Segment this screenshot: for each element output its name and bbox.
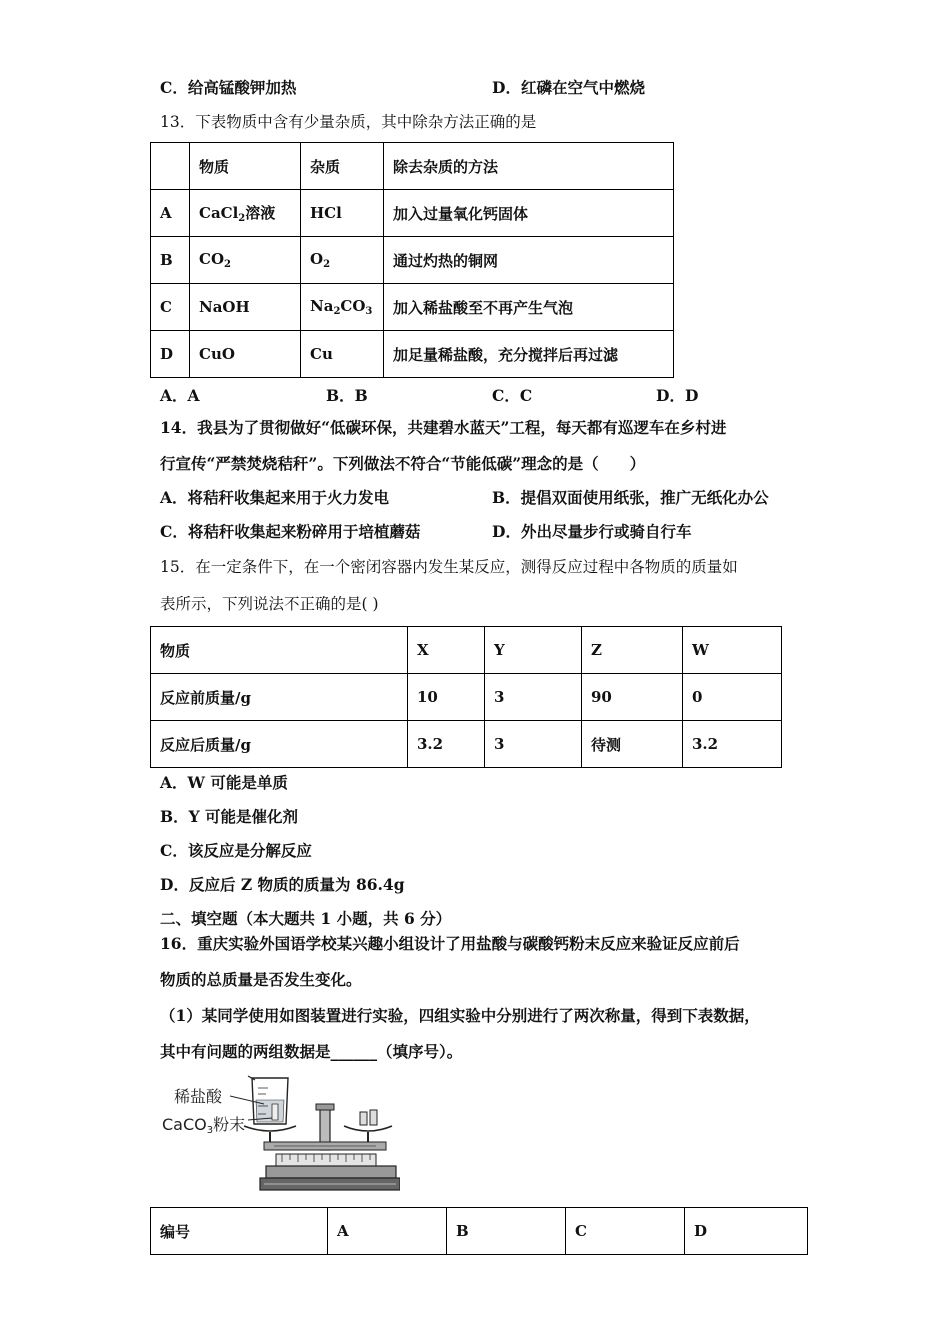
q14-option-c: C．将秸秆收集起来粉碎用于培植蘑菇: [160, 522, 421, 541]
table-row: [151, 331, 674, 378]
q16-header: A: [328, 1208, 447, 1255]
q13-substance: $CO_2$: [190, 237, 301, 284]
q13-table: [150, 142, 674, 378]
q14-option-b: B．提倡双面使用纸张，推广无纸化办公: [492, 488, 769, 507]
q13-option-b: B．B: [326, 386, 368, 405]
q13-substance: CaCl$_2$溶液: [190, 190, 301, 237]
q13-method: 通过灼热的铜网: [384, 237, 674, 284]
q15-cell: 反应后质量/g: [151, 721, 408, 768]
q15-cell: 3.2: [683, 721, 782, 768]
balance-figure: [160, 1074, 400, 1196]
q13-header-substance: 物质: [190, 143, 301, 190]
section-heading: 二、填空题（本大题共 1 小题，共 6 分）: [160, 909, 452, 928]
q13-row-label: C: [151, 284, 190, 331]
q16-stem-2: 物质的总质量是否发生变化。: [160, 970, 362, 989]
q16-table: [150, 1207, 808, 1255]
q16-sub1-line2: 其中有问题的两组数据是______（填序号）。: [160, 1042, 463, 1061]
q15-cell: 90: [582, 674, 683, 721]
q16-header: D: [685, 1208, 808, 1255]
table-row: [151, 143, 674, 190]
q13-header-blank: [151, 143, 190, 190]
q14-stem-2: 行宣传“严禁焚烧秸秆”。下列做法不符合“节能低碳”理念的是（ ）: [160, 454, 646, 473]
q13-method: 加入稀盐酸至不再产生气泡: [384, 284, 674, 331]
q13-method: 加入过量氧化钙固体: [384, 190, 674, 237]
q13-header-method: 除去杂质的方法: [384, 143, 674, 190]
q14-option-a: A．将秸秆收集起来用于火力发电: [160, 488, 390, 507]
q13-header-impurity: 杂质: [301, 143, 384, 190]
q13-impurity: Cu: [301, 331, 384, 378]
q13-stem: 13．下表物质中含有少量杂质，其中除杂方法正确的是: [160, 113, 537, 131]
q16-header: C: [566, 1208, 685, 1255]
q15-cell: 3: [485, 721, 582, 768]
table-row: [151, 674, 782, 721]
q13-impurity: $Na_2CO_3$: [301, 284, 384, 331]
q15-stem-1: 15．在一定条件下，在一个密闭容器内发生某反应，测得反应过程中各物质的质量如: [160, 558, 738, 576]
q15-header: Y: [485, 627, 582, 674]
q15-cell: 反应前质量/g: [151, 674, 408, 721]
q15-option-a: A．W 可能是单质: [160, 773, 288, 792]
q15-table: [150, 626, 782, 768]
table-row: [151, 237, 674, 284]
q13-substance: NaOH: [190, 284, 301, 331]
q13-row-label: B: [151, 237, 190, 284]
q15-header: X: [408, 627, 485, 674]
table-row: [151, 721, 782, 768]
table-row: [151, 1208, 808, 1255]
q16-header: B: [447, 1208, 566, 1255]
q13-row-label: D: [151, 331, 190, 378]
q12-option-d: D．红磷在空气中燃烧: [492, 78, 645, 97]
q16-stem-1: 16．重庆实验外国语学校某兴趣小组设计了用盐酸与碳酸钙粉末反应来验证反应前后: [160, 934, 740, 953]
q15-option-b: B．Y 可能是催化剂: [160, 807, 299, 826]
q15-option-c: C．该反应是分解反应: [160, 841, 312, 860]
figure-label-powder: CaCO$_3$粉末: [162, 1115, 246, 1136]
q15-option-d: D．反应后 Z 物质的质量为 86.4g: [160, 875, 405, 894]
q15-cell: 10: [408, 674, 485, 721]
q13-substance: CuO: [190, 331, 301, 378]
q13-row-label: A: [151, 190, 190, 237]
q13-impurity: $O_2$: [301, 237, 384, 284]
figure-label-acid: 稀盐酸: [174, 1087, 223, 1106]
q12-option-c: C．给高锰酸钾加热: [160, 78, 297, 97]
q13-impurity: HCl: [301, 190, 384, 237]
q16-sub1-line1: （1）某同学使用如图装置进行实验，四组实验中分别进行了两次称量，得到下表数据，: [160, 1006, 760, 1025]
q14-stem-1: 14．我县为了贯彻做好“低碳环保，共建碧水蓝天”工程，每天都有巡逻车在乡村进: [160, 418, 727, 437]
table-row: [151, 284, 674, 331]
q16-header: 编号: [151, 1208, 328, 1255]
q15-header: W: [683, 627, 782, 674]
q15-cell: 3: [485, 674, 582, 721]
table-row: [151, 190, 674, 237]
q13-option-a: A．A: [160, 386, 200, 405]
q15-stem-2: 表所示，下列说法不正确的是( ): [160, 595, 379, 613]
q15-cell: 待测: [582, 721, 683, 768]
q14-option-d: D．外出尽量步行或骑自行车: [492, 522, 692, 541]
q15-header: Z: [582, 627, 683, 674]
q13-option-d: D．D: [656, 386, 699, 405]
q13-option-c: C．C: [492, 386, 533, 405]
q15-cell: 0: [683, 674, 782, 721]
table-row: [151, 627, 782, 674]
q15-header: 物质: [151, 627, 408, 674]
q15-cell: 3.2: [408, 721, 485, 768]
q13-method: 加足量稀盐酸，充分搅拌后再过滤: [384, 331, 674, 378]
